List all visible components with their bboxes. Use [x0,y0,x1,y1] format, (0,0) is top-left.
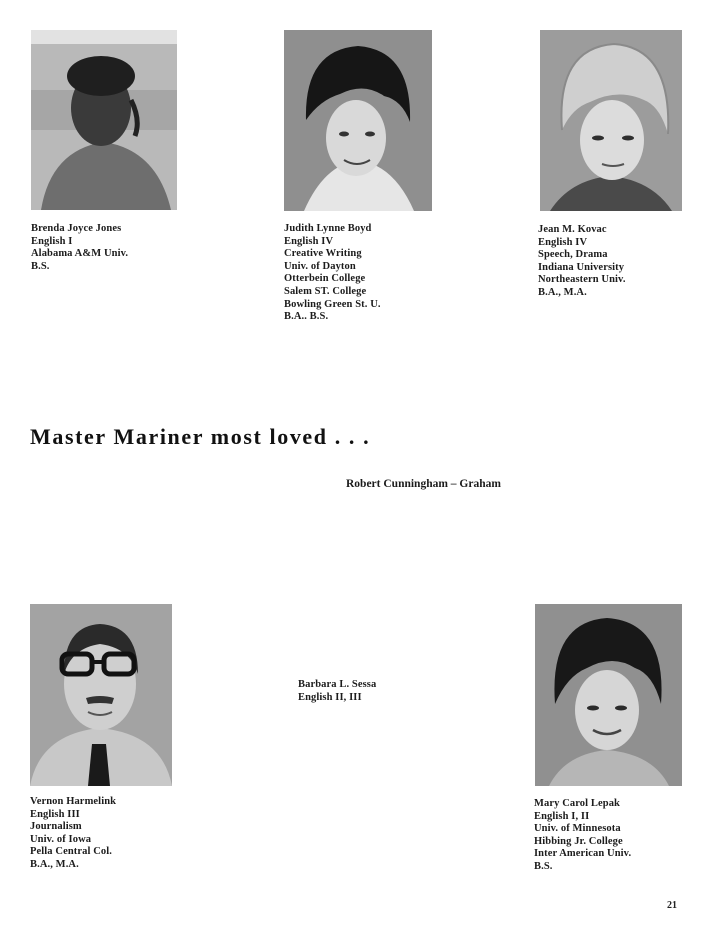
caption-line: Alabama A&M Univ. [31,248,129,260]
caption-line: Univ. of Dayton [284,260,356,272]
caption-line: Indiana University [538,261,625,273]
caption-mary-lepak [534,798,631,874]
caption-line: Barbara L. Sessa [298,679,377,690]
page-heading: Master Mariner most loved . . . [30,424,371,449]
caption-line: Univ. of Minnesota [534,823,621,835]
caption-line: English IV [538,236,588,248]
caption-brenda-jones [31,223,128,273]
caption-line: B.A., M.A. [538,286,587,298]
caption-line: English II, III [298,691,362,703]
caption-line: Hibbing Jr. College [534,835,623,847]
caption-line: English I, II [534,810,590,822]
caption-vernon-harmelink [30,796,116,872]
caption-line: B.S. [31,260,50,272]
caption-line: Vernon Harmelink [30,796,117,807]
caption-judith-boyd [284,223,381,324]
caption-line: Otterbein College [284,273,366,285]
caption-line: B.A., M.A. [30,858,79,870]
caption-line: Journalism [30,821,82,833]
page-number: 21 [667,900,677,911]
caption-line: Creative Writing [284,248,362,260]
caption-line: Salem ST. College [284,285,367,297]
caption-line: Northeastern Univ. [538,274,626,286]
caption-line: Univ. of Iowa [30,833,92,845]
caption-line: Inter American Univ. [534,848,632,860]
portrait-vernon-harmelink [30,604,172,786]
caption-jean-kovac [538,224,626,300]
caption-line: B.S. [534,860,553,872]
caption-line: Speech, Drama [538,249,608,261]
caption-line: Mary Carol Lepak [534,798,620,809]
portrait-brenda-jones [31,30,177,210]
caption-barbara-sessa [298,679,376,704]
caption-line: Pella Central Col. [30,846,112,858]
quote-byline: Robert Cunningham – Graham [346,478,501,490]
caption-line: B.A.. B.S. [284,311,329,323]
caption-line: Bowling Green St. U. [284,298,381,310]
portrait-judith-boyd [284,30,432,211]
caption-line: Judith Lynne Boyd [284,223,372,234]
caption-line: English I [31,235,73,247]
caption-line: English IV [284,235,334,247]
caption-line: English III [30,808,80,820]
caption-line: Jean M. Kovac [538,224,607,235]
caption-line: Brenda Joyce Jones [31,223,122,234]
portrait-mary-lepak [535,604,682,786]
portrait-jean-kovac [540,30,682,211]
